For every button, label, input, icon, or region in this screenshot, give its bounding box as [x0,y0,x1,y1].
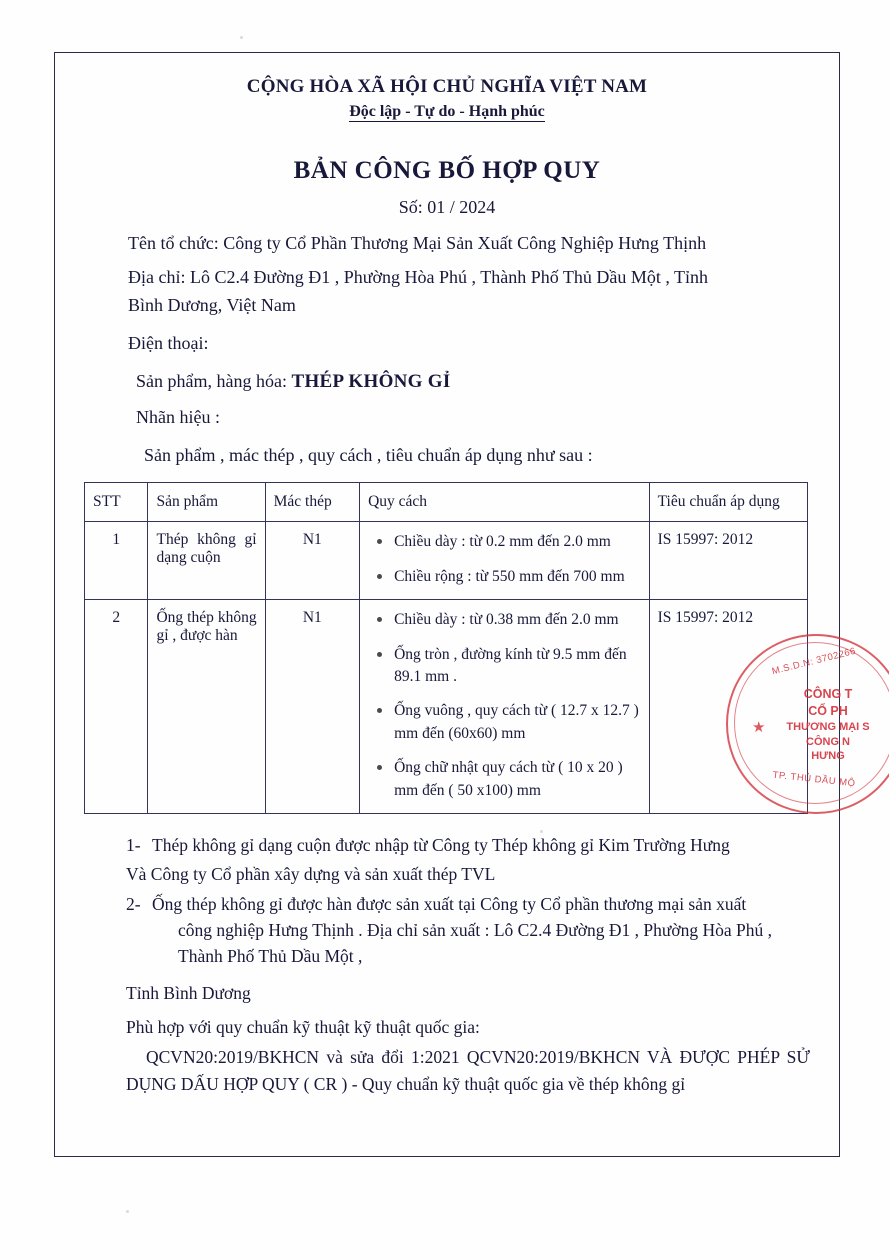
cell-standard: IS 15997: 2012 [649,522,807,600]
seal-line-3: THƯƠNG MẠI S [786,720,870,733]
note-line: Ống thép không gỉ được hàn được sản xuất tại Công ty Cổ phần thương mại sản xuất [152,893,747,914]
note-number: 2- [126,893,141,914]
note-number: 1- [126,835,141,856]
product-label: Sản phẩm, hàng hóa: [136,371,292,392]
phone-label: Điện thoại: [128,333,209,354]
column-header-grade: Mác thép [265,483,359,522]
cell-product: Thép không gỉ dạng cuộn [148,522,265,600]
cell-standard: IS 15997: 2012 [649,600,807,814]
table-intro: Sản phẩm , mác thép , quy cách , tiêu chuẩn áp dụng như sau : [144,445,593,466]
seal-inner-ring [734,642,889,804]
brand-label: Nhãn hiệu : [136,406,220,427]
column-header-spec: Quy cách [360,483,650,522]
organization-label: Tên tổ chức: [128,233,224,253]
document-number: Số: 01 / 2024 [398,197,496,217]
column-header-stt: STT [85,483,148,522]
note-continuation: Và Công ty Cổ phần xây dựng và sản xuất thép TVL [126,863,496,884]
note-line: công nghiệp Hưng Thịnh . Địa chỉ sản xuất : Lô C2.4 Đường Đ1 , Phường Hòa Phú , [178,920,772,941]
note-line: Thép không gỉ dạng cuộn được nhập từ Công ty Thép không gỉ Kim Trường Hưng [152,835,730,856]
column-header-product: Sản phẩm [148,483,265,522]
page-title: BẢN CÔNG BỐ HỢP QUY [293,157,601,184]
cell-grade: N1 [265,522,359,600]
company-seal-stamp [726,634,889,814]
spec-item: Ống tròn , đường kính từ 9.5 mm đến 89.1 mm . [394,644,641,689]
seal-line-5: HƯNG [811,750,845,763]
spec-item: Ống vuông , quy cách từ ( 12.7 x 12.7 ) mm đến (60x60) mm [394,700,641,745]
product-value: THÉP KHÔNG GỈ [291,371,451,393]
cell-stt: 2 [85,600,148,814]
spec-item: Ống chữ nhật quy cách từ ( 10 x 20 ) mm đến ( 50 x100) mm [394,757,641,802]
spec-item: Chiều dày : từ 0.2 mm đến 2.0 mm [394,531,641,553]
spec-item: Chiều rộng : từ 550 mm đến 700 mm [394,566,641,588]
national-motto-text: Độc lập - Tự do - Hạnh phúc [349,103,545,120]
seal-line-2: CỔ PH [808,703,848,718]
seal-center-text [768,686,888,764]
cell-grade: N1 [265,600,359,814]
spec-item: Chiều dày : từ 0.38 mm đến 2.0 mm [394,609,641,631]
address-value: Lô C2.4 Đường Đ1 , Phường Hòa Phú , Thành Phố Thủ Dầu Một , Tỉnh [189,267,709,288]
cell-product: Ống thép không gỉ , được hàn [148,600,265,814]
address-value-2: Bình Dương, Việt Nam [128,295,296,316]
note-line: Thành Phố Thủ Dầu Một , [178,946,363,967]
province-line: Tỉnh Bình Dương [126,982,251,1003]
cell-stt: 1 [85,522,148,600]
seal-line-4: CÔNG N [806,735,850,748]
star-icon: ★ [752,720,766,736]
address-label: Địa chỉ: [128,267,190,288]
seal-location: TP. THỦ DẦU MỘ [772,769,856,790]
national-heading: CỘNG HÒA XÃ HỘI CHỦ NGHĨA VIỆT NAM [246,76,648,97]
seal-registration-number: M.S.D.N: 3702266 [770,645,858,678]
seal-outer-ring [726,634,889,814]
organization-value: Công ty Cổ Phần Thương Mại Sản Xuất Công Nghiệp Hưng Thịnh [223,233,707,253]
conformity-text-value: QCVN20:2019/BKHCN và sửa đổi 1:2021 QCVN20:2019/BKHCN VÀ ĐƯỢC PHÉP SỬ DỤNG DẤU HỢP QUY ( CR ) - Quy chuẩn kỹ thuật quốc gia về thép không gỉ [126,1047,810,1095]
column-header-standard: Tiêu chuẩn áp dụng [649,483,807,522]
conformity-label: Phù hợp với quy chuẩn kỹ thuật kỹ thuật quốc gia: [126,1016,480,1037]
seal-line-1: CÔNG T [803,687,853,701]
